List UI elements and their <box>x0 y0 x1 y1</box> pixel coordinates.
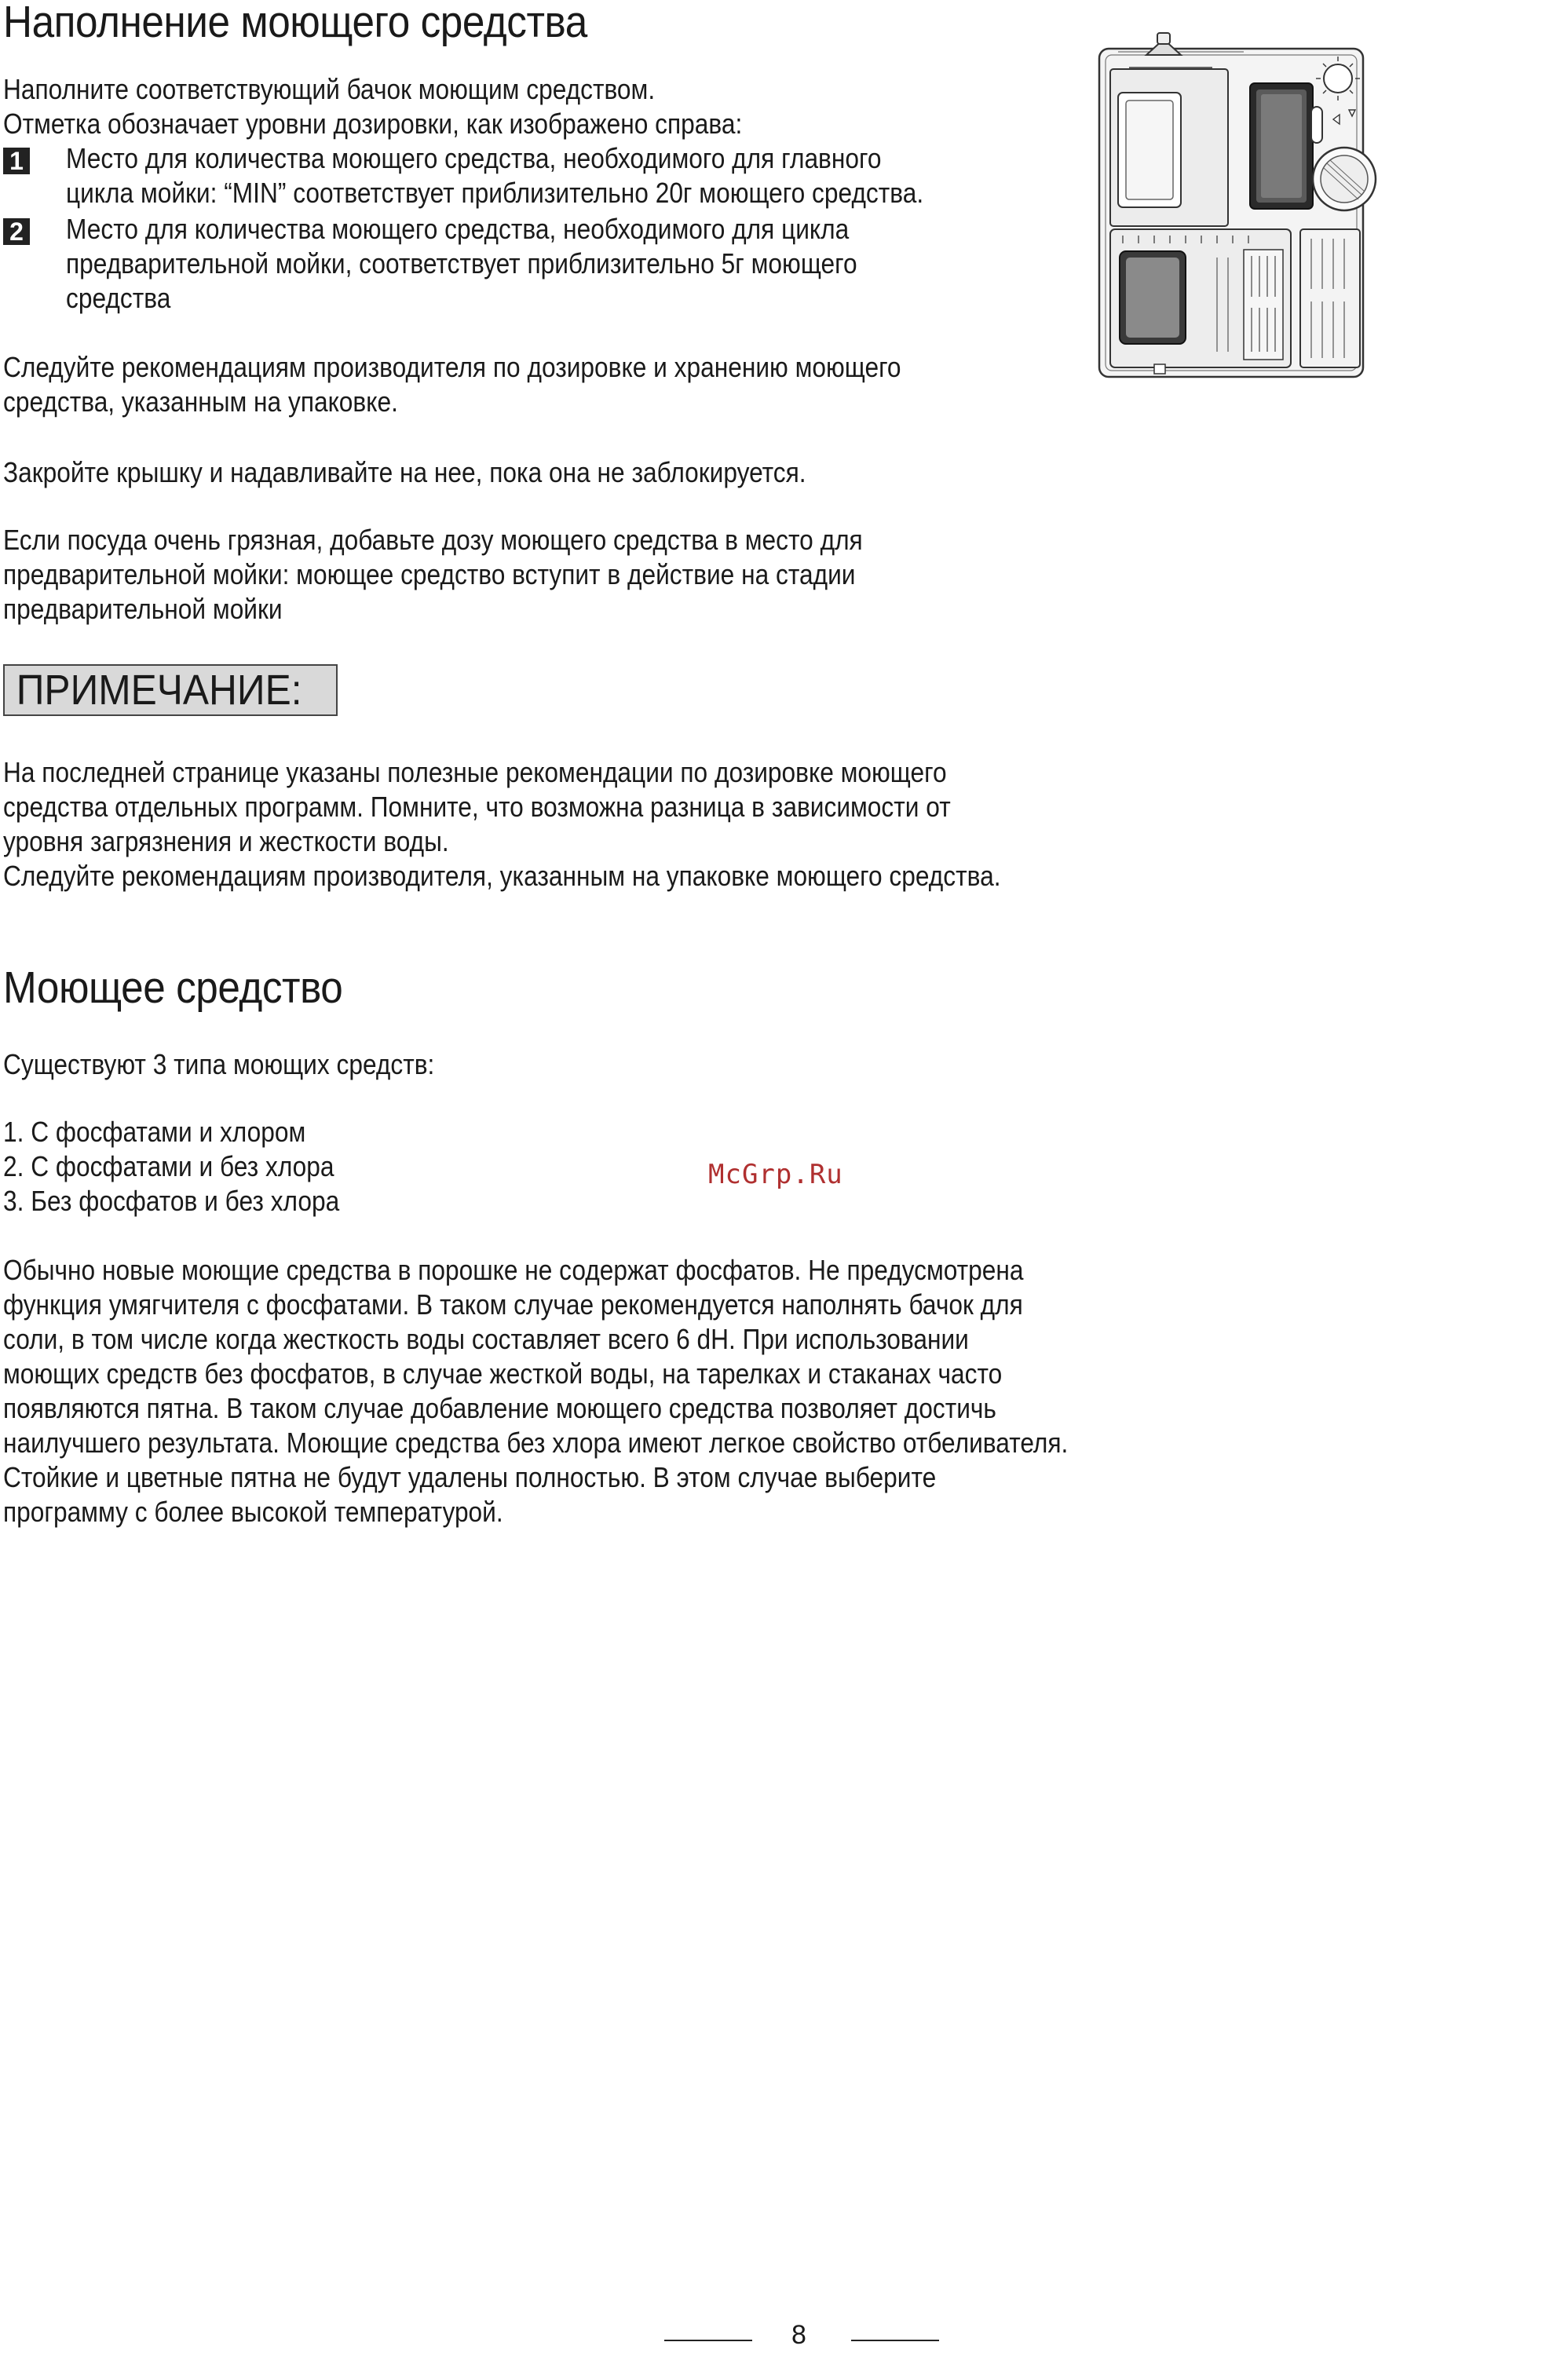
paragraph-line: средства, указанным на упаковке. <box>3 385 398 418</box>
list-item <box>66 212 857 316</box>
footer-rule-left <box>664 2340 752 2341</box>
filling-intro-line: Отметка обозначает уровни дозировки, как изображено справа: <box>3 108 743 140</box>
dirty-dishes-paragraph <box>3 523 863 627</box>
list-item <box>66 141 923 210</box>
paragraph-line: средства отдельных программ. Помните, что возможна разница в зависимости от <box>3 791 951 823</box>
note-heading-box <box>3 664 338 716</box>
filling-intro-line: Наполните соответствующий бачок моющим средством. <box>3 73 656 105</box>
item-number-badge: 1 <box>3 148 30 174</box>
paragraph-line: Существуют 3 типа моющих средств: <box>3 1048 435 1080</box>
note-heading: ПРИМЕЧАНИЕ: <box>16 667 302 714</box>
paragraph-line: предварительной мойки: моющее средство вступит в действие на стадии <box>3 558 856 590</box>
note-paragraph <box>3 755 1001 893</box>
paragraph-line: уровня загрязнения и жесткости воды. <box>3 825 449 857</box>
close-lid-paragraph <box>3 455 806 490</box>
paragraph-line: Следуйте рекомендациям производителя по дозировке и хранению моющего <box>3 351 901 383</box>
paragraph-line: предварительной мойки <box>3 593 283 625</box>
list-item: 1. С фосфатами и хлором <box>3 1116 306 1148</box>
footer-rule-right <box>851 2340 939 2341</box>
paragraph-line: появляются пятна. В таком случае добавление моющего средства позволяет достичь <box>3 1392 996 1424</box>
list-item: 2. С фосфатами и без хлора <box>3 1150 334 1182</box>
paragraph-line: Закройте крышку и надавливайте на нее, пока она не заблокируется. <box>3 456 806 488</box>
paragraph-line: Если посуда очень грязная, добавьте дозу моющего средства в место для <box>3 524 863 556</box>
paragraph-line: моющих средств без фосфатов, в случае жесткой воды, на тарелках и стаканах часто <box>3 1357 1003 1390</box>
item-number-badge: 2 <box>3 218 30 245</box>
list-item-line: цикла мойки: “MIN” соответствует приблизительно 20г моющего средства. <box>66 177 924 209</box>
list-item-line: предварительной мойки, соответствует приблизительно 5г моющего <box>66 247 857 280</box>
watermark: McGrp.Ru <box>708 1159 843 1190</box>
paragraph-line: Следуйте рекомендациям производителя, указанным на упаковке моющего средства. <box>3 860 1001 892</box>
paragraph-line: соли, в том числе когда жесткость воды составляет всего 6 dH. При использовании <box>3 1323 969 1355</box>
detergent-intro <box>3 1047 434 1082</box>
detergent-types-list <box>3 1115 339 1219</box>
section-title-filling: Наполнение моющего средства <box>3 0 587 47</box>
paragraph-line: программу с более высокой температурой. <box>3 1496 503 1528</box>
paragraph-line: наилучшего результата. Моющие средства без хлора имеют легкое свойство отбеливателя. <box>3 1427 1069 1459</box>
dispenser-illustration <box>1095 22 1377 383</box>
paragraph-line: Стойкие и цветные пятна не будут удалены полностью. В этом случае выберите <box>3 1461 937 1493</box>
detergent-body <box>3 1253 1068 1529</box>
list-item: 3. Без фосфатов и без хлора <box>3 1185 340 1217</box>
filling-intro <box>3 72 742 141</box>
paragraph-line: На последней странице указаны полезные рекомендации по дозировке моющего <box>3 756 947 788</box>
list-item-line: Место для количества моющего средства, необходимого для главного <box>66 142 882 174</box>
list-item-line: Место для количества моющего средства, необходимого для цикла <box>66 213 850 245</box>
paragraph-line: Обычно новые моющие средства в порошке не содержат фосфатов. Не предусмотрена <box>3 1254 1024 1286</box>
page-number: 8 <box>791 2320 806 2350</box>
list-item-line: средства <box>66 282 171 314</box>
manufacturer-paragraph <box>3 350 901 419</box>
paragraph-line: функция умягчителя с фосфатами. В таком случае рекомендуется наполнять бачок для <box>3 1288 1023 1321</box>
section-title-detergent: Моющее средство <box>3 963 343 1013</box>
